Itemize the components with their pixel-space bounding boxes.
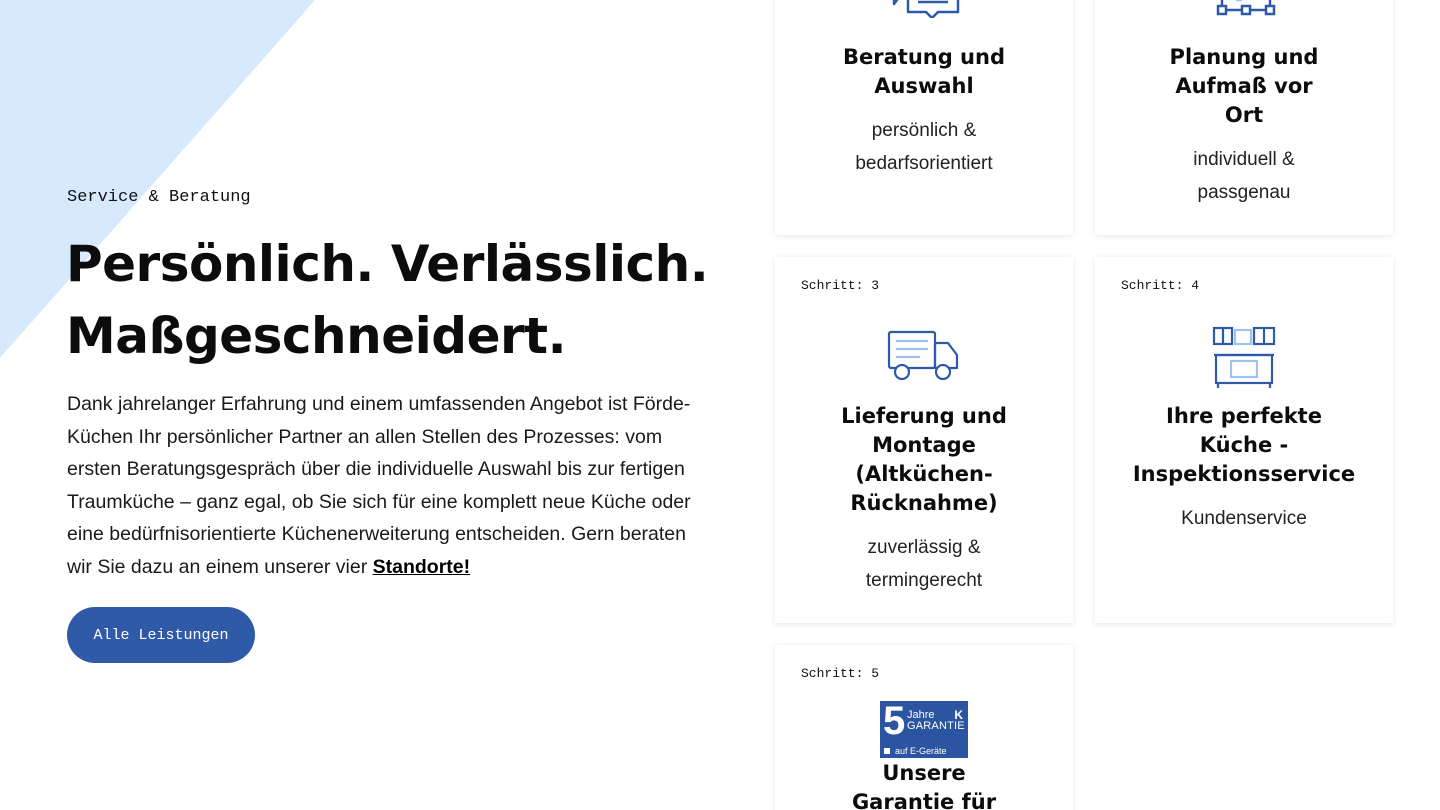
measure-frame-icon (1206, 0, 1282, 18)
step-number: Schritt: 5 (801, 666, 880, 681)
step-subtitle: persönlich & bedarfsorientiert (855, 120, 993, 174)
step-card-consulting (775, 0, 1073, 235)
delivery-truck-icon (886, 329, 962, 383)
step-number: Schritt: 4 (1121, 278, 1200, 293)
chat-bubbles-icon (884, 0, 964, 18)
all-services-button[interactable]: Alle Leistungen (67, 607, 255, 663)
locations-link[interactable]: Standorte! (372, 555, 471, 578)
step-number: Schritt: 3 (801, 278, 880, 293)
step-subtitle: Kundenservice (1181, 508, 1307, 529)
step-subtitle: zuverlässig & termingerecht (865, 537, 983, 591)
page-headline (66, 228, 726, 372)
step-subtitle: individuell & passgenau (1193, 149, 1295, 203)
headline-line-2: Maßgeschneidert. (66, 307, 567, 365)
headline-line-1: Persönlich. Verlässlich. (66, 235, 709, 293)
guarantee-badge-icon: 5 Jahre K GARANTIE auf E-Geräte (880, 701, 968, 758)
step-title: Beratung und Auswahl (843, 45, 1005, 98)
section-eyebrow: Service & Beratung (67, 188, 251, 207)
step-card-inspection (1095, 257, 1393, 623)
step-card-planning (1095, 0, 1393, 235)
step-title: Planung und Aufmaß vor Ort (1169, 45, 1319, 127)
kitchen-cabinet-icon (1211, 325, 1277, 391)
step-card-guarantee (775, 645, 1073, 810)
step-card-delivery (775, 257, 1073, 623)
intro-text: Dank jahrelanger Erfahrung und einem umfassenden Angebot ist Förde-Küchen Ihr persönlicher Partner an allen Stellen des Prozesses: vom ersten Beratungsgespräch über die individuelle Auswahl bis zur fertigen Traumküche – ganz egal, ob Sie sich für eine komplett neue Küche oder eine bedürfnisorientierte Küchenerweiterung entscheiden. Gern beraten wir Sie dazu an einem unserer vier (67, 393, 691, 578)
step-title: Unsere Garantie für (851, 761, 997, 810)
step-title: Lieferung und Montage (Altküchen- Rücknahme) (841, 404, 1007, 515)
intro-paragraph (67, 388, 707, 583)
step-title: Ihre perfekte Küche - Inspektionsservice (1132, 404, 1356, 486)
